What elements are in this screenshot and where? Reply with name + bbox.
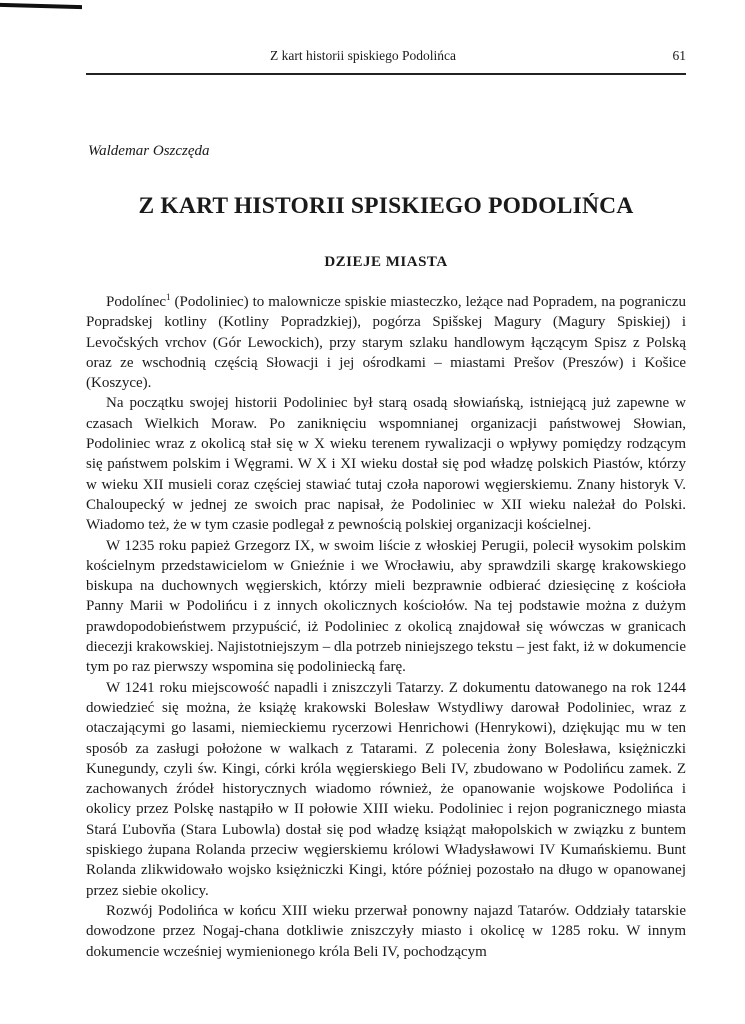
running-header xyxy=(86,48,686,68)
paragraph-text: (Podoliniec) to malownicze spiskie miasteczko, leżące nad Popradem, na pograniczu Popradskej kotliny (Kotliny Popradzkiej), pogórza Spišskej Magury (Magury Spiskiej) i Levočských vrchov (Gór Lewockich), przy starym szlaku handlowym łączącym Spisz z Polską oraz ze wschodnią częścią Słowacji i jej ośrodkami – miastami Prešov (Preszów) i Košice (Koszyce). xyxy=(86,294,686,392)
paragraph-1 xyxy=(86,292,686,393)
running-title: Z kart historii spiskiego Podolińca xyxy=(270,48,456,63)
section-heading: DZIEJE MIASTA xyxy=(324,254,448,270)
paragraph-2: Na początku swojej historii Podoliniec był starą osadą słowiańską, istniejącą już zapewne w czasach Wielkich Moraw. Po zaniknięciu wspomnianej organizacji państwowej Słowian, Podoliniec wraz z okolicą stał się w X wieku terenem rywalizacji o wpływy pomiędzy rodzącym się państwem polskim i Węgrami. W X i XI wieku dostał się pod władzę polskich Piastów, którzy w wieku XII musieli coraz częściej stawiać tutaj czoła naporowi węgierskiemu. Znany historyk V. Chaloupecký w jednej ze swoich prac napisał, że Podoliniec w XII wieku należał do Polski. Wiadomo też, że w tym czasie podlegał z pewnością polskiej organizacji kościelnej. xyxy=(86,395,686,534)
author-name: Waldemar Oszczęda xyxy=(88,143,210,159)
paragraph-5: Rozwój Podolińca w końcu XIII wieku przerwał ponowny najazd Tatarów. Oddziały tatarskie dowodzone przez Nogaj-chana dotkliwie zniszczyły miasto i okolicę w 1285 roku. W innym dokumencie wcześniej wymienionego króla Beli IV, pochodzącym xyxy=(86,902,686,960)
page-number: 61 xyxy=(672,48,686,63)
paragraph-lead: Podolínec xyxy=(106,294,166,310)
paragraph-3: W 1235 roku papież Grzegorz IX, w swoim liście z włoskiej Perugii, polecił wysokim polskim kościelnym przedstawicielom w Gnieźnie i we Wrocławiu, aby sprawdzili skargę krakowskiego biskupa na duchownych węgierskich, którzy mieli bezprawnie odbierać dziesięcinę z kościoła Panny Marii w Podolińcu i z innych okolicznych kościołów. Na tej podstawie można z dużym prawdopodobieństwem przypuścić, iż Podoliniec z okolicą znajdował się wówczas w granicach diecezji krakowskiej. Najistotniejszym – dla potrzeb niniejszego tekstu – jest fakt, iż w dokumencie tym po raz pierwszy wspomina się podoliniecką farę. xyxy=(86,537,686,676)
article-title: Z KART HISTORII SPISKIEGO PODOLIŃCA xyxy=(138,193,634,219)
paragraph-4: W 1241 roku miejscowość napadli i zniszczyli Tatarzy. Z dokumentu datowanego na rok 1244 dowiedzieć się można, że książę krakowski Bolesław Wstydliwy darował Podoliniec, wraz z otaczającymi go lasami, niemieckiemu rycerzowi Henrichowi (Henrykowi), dziękując mu w ten sposób za zasługi położone w walkach z Tatarami. Z polecenia żony Bolesława, księżniczki Kunegundy, czyli św. Kingi, córki króla węgierskiego Beli IV, zbudowano w Podolińcu zamek. Z zachowanych źródeł historycznych wiadomo również, że opanowanie wojskowe Podolińca i okolicy przez Polskę nastąpiło w II połowie XIII wieku. Podoliniec i rejon pogranicznego miasta Stará Ľubovňa (Stara Lubowla) dostał się pod władzę książąt małopolskich w związku z buntem spiskiego żupana Rolanda przeciw węgierskiemu królowi Władysławowi IV Kumańskiemu. Bunt Rolanda zlikwidowało wojsko księżniczki Kingi, które później pozostało na długo w opanowanej przez siebie okolicy. xyxy=(86,679,686,899)
scan-edge-mark xyxy=(0,3,82,9)
footnote-marker[interactable]: 1 xyxy=(166,292,171,302)
article-body xyxy=(86,292,686,962)
header-rule xyxy=(86,73,686,75)
